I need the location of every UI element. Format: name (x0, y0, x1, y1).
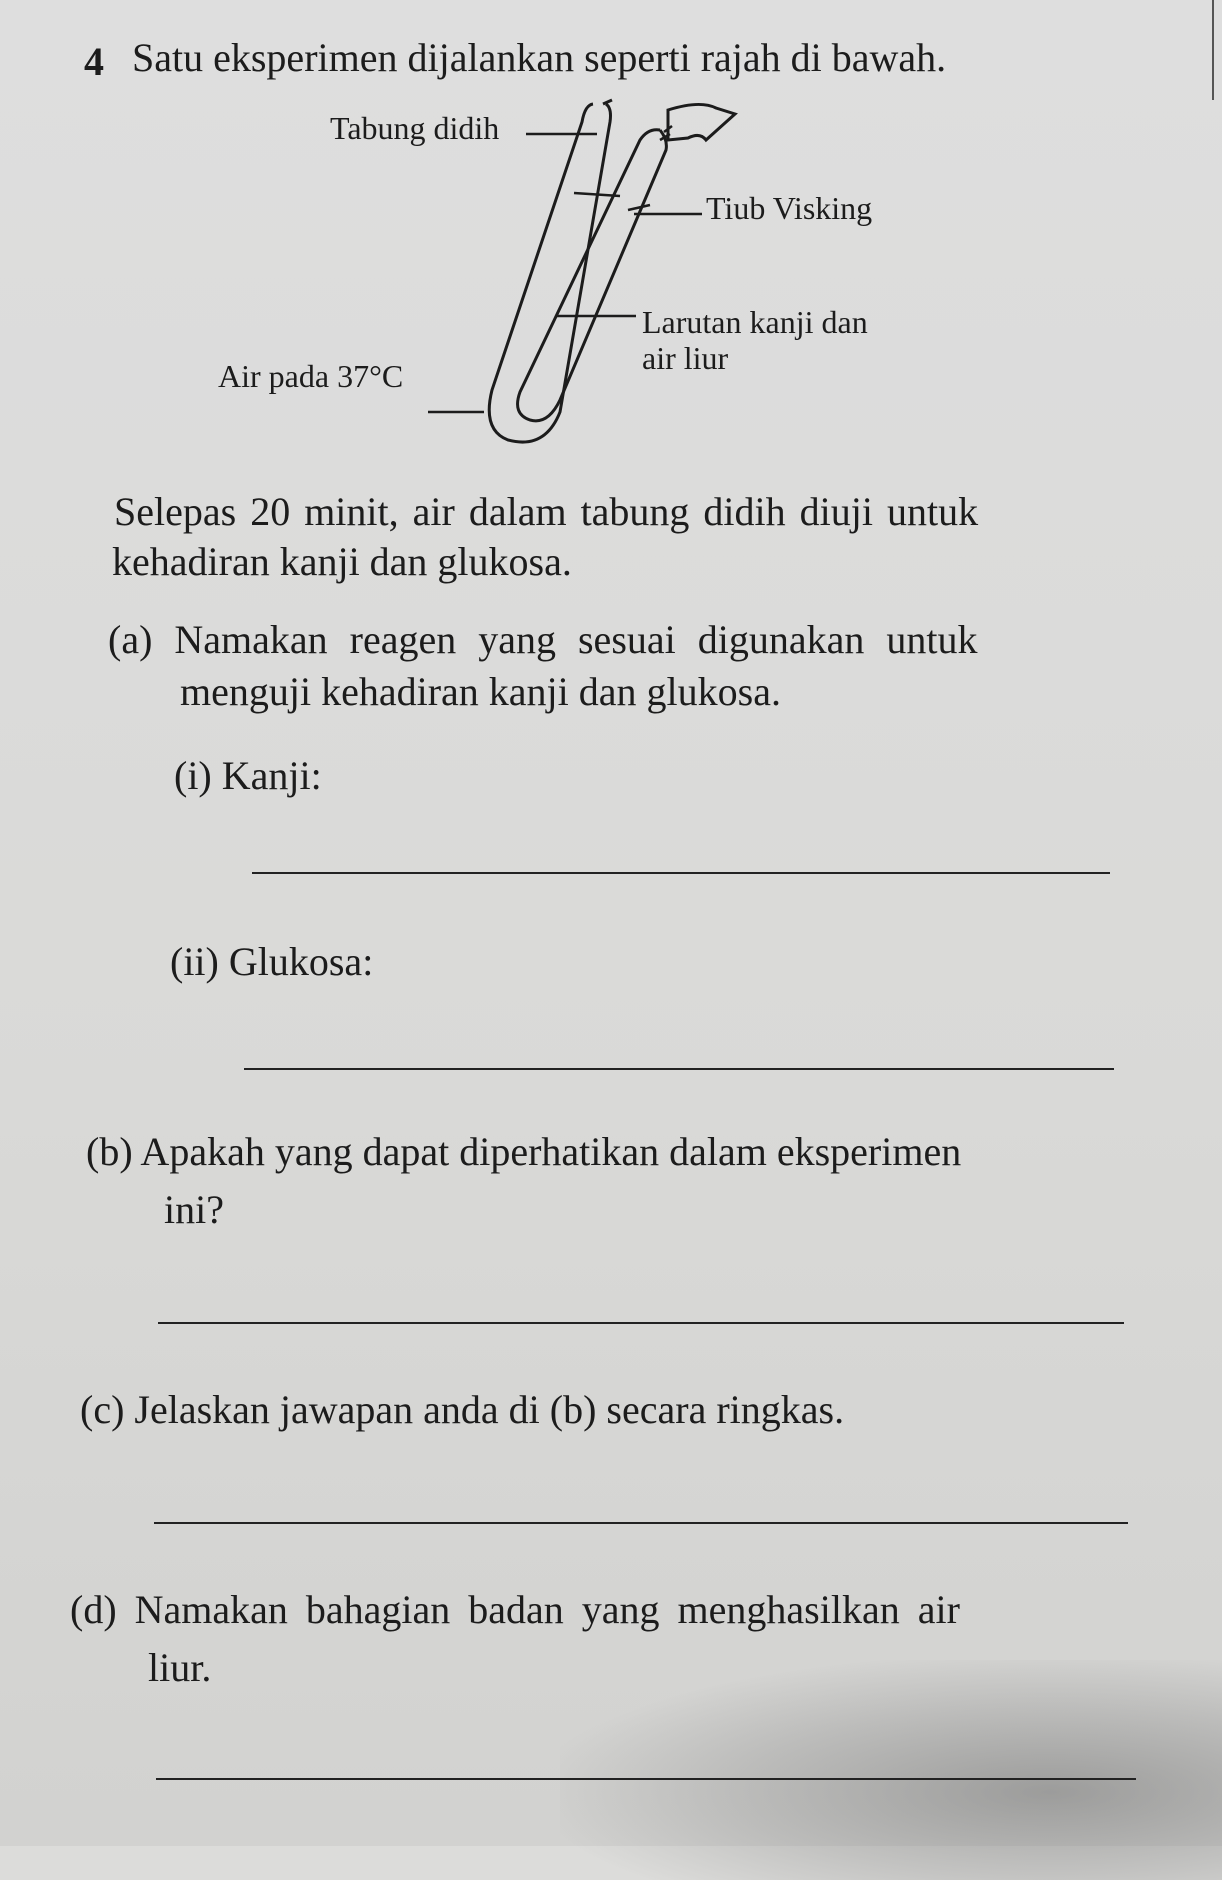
boiling-tube-rim (603, 100, 612, 104)
label-boiling-tube: Tabung didih (330, 110, 500, 146)
boiling-tube-diagram (0, 0, 1222, 460)
label-visking-tube: Tiub Visking (706, 190, 873, 226)
answer-line-c (154, 1522, 1128, 1524)
part-b-line-1: (b) Apakah yang dapat diperhatikan dalam eksperimen (86, 1129, 962, 1174)
answer-line-d (156, 1778, 1136, 1780)
boiling-tube-outline (489, 104, 610, 442)
answer-line-b (158, 1322, 1124, 1324)
part-a-line-2: menguji kehadiran kanji dan glukosa. (180, 669, 781, 714)
part-a-sub-ii: (ii) Glukosa: (170, 939, 374, 984)
part-d-line-1: (d) Namakan bahagian badan yang menghasilkan air (70, 1587, 960, 1632)
intro-line-2: kehadiran kanji dan glukosa. (112, 539, 572, 584)
answer-line-a-i (252, 872, 1110, 874)
part-b-line-2: ini? (164, 1187, 224, 1232)
solution-level-line (628, 205, 650, 210)
label-solution-line2: air liur (642, 340, 729, 376)
intro-line-1: Selepas 20 minit, air dalam tabung didih diuji untuk (114, 489, 979, 534)
visking-tube-top (668, 104, 735, 140)
part-c-line-1: (c) Jelaskan jawapan anda di (b) secara ringkas. (80, 1387, 845, 1432)
part-a-sub-i: (i) Kanji: (174, 753, 322, 798)
answer-line-a-ii (244, 1068, 1114, 1070)
part-d-line-2: liur. (148, 1645, 212, 1690)
part-a-line-1: (a) Namakan reagen yang sesuai digunakan untuk (108, 617, 978, 662)
visking-tube-outline (518, 130, 667, 421)
label-solution-line1: Larutan kanji dan (642, 304, 868, 340)
question-title: Satu eksperimen dijalankan seperti rajah di bawah. (132, 35, 947, 80)
photo-shadow (560, 1660, 1222, 1880)
label-water-temp: Air pada 37°C (218, 358, 404, 394)
question-number: 4 (84, 39, 104, 84)
